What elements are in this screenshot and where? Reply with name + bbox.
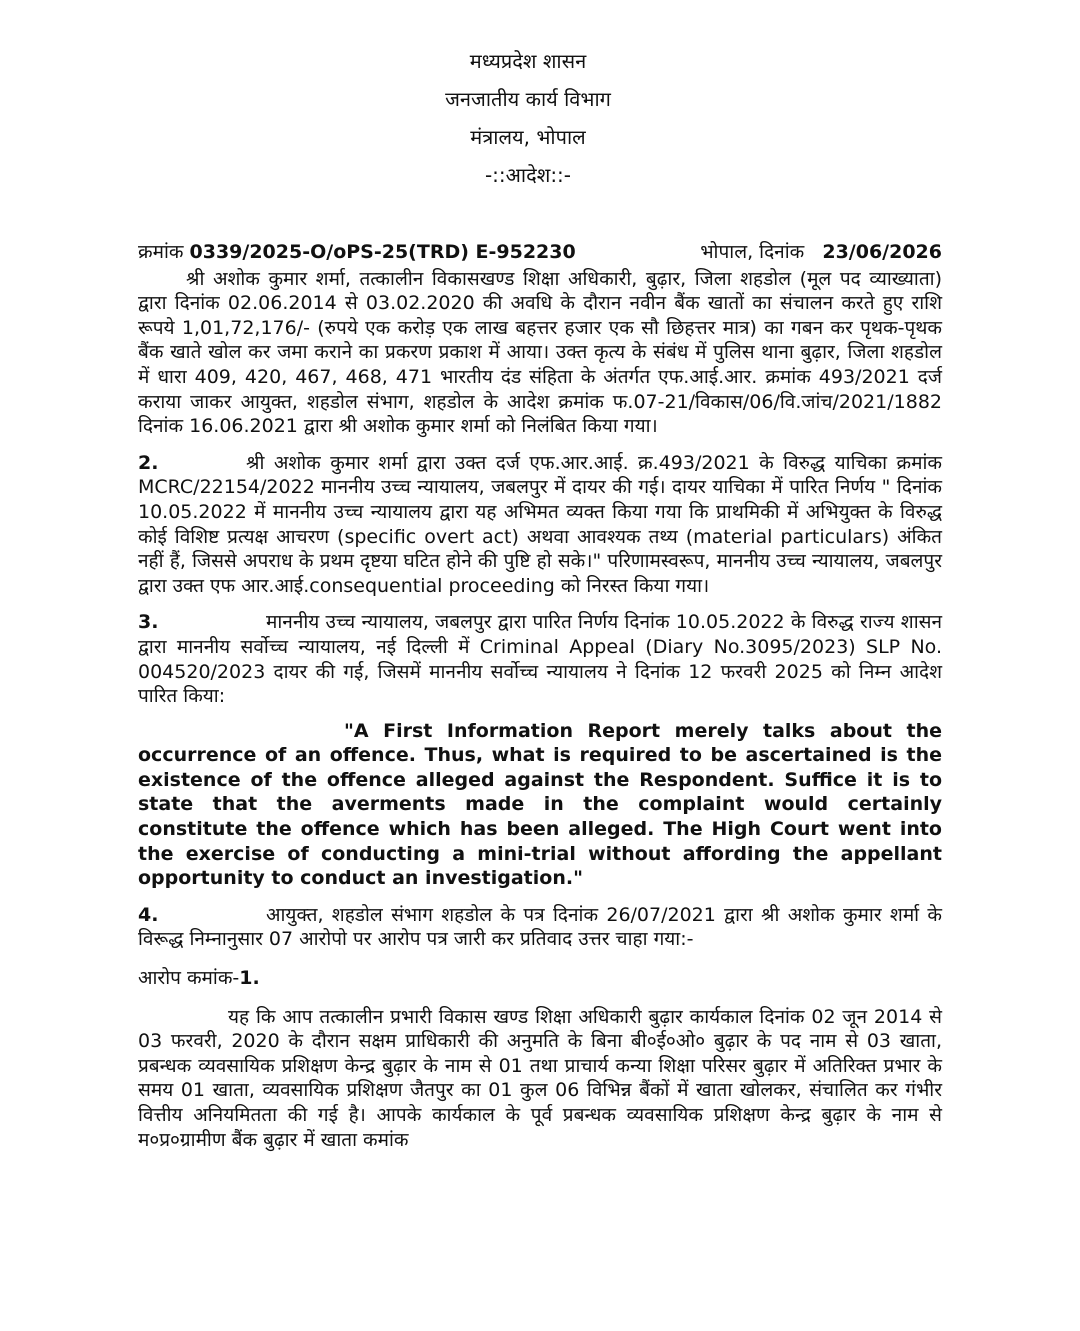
paragraph-3-number: 3. bbox=[138, 611, 159, 634]
paragraph-1: श्री अशोक कुमार शर्मा, तत्कालीन विकासखण्ड शिक्षा अधिकारी, बुढ़ार, जिला शहडोल (मूल पद व्याख्याता) द्वारा दिनांक 02.06.2014 से 03.02.2020 की अवधि के दौरान नवीन बैंक खातों का संचालन करते हुए राशि रूपये 1,01,72,176/- (रुपये एक करोड़ एक लाख बहत्तर हजार एक सौ छिहत्तर मात्र) का गबन कर पृथक-पृथक बैंक खाते खोल कर जमा कराने का प्रकरण प्रकाश में आया। उक्त कृत्य के संबंध में पुलिस थाना बुढ़ार, जिला शहडोल में धारा 409, 420, 467, 468, 471 भारतीय दंड संहिता के अंतर्गत एफ.आई.आर. क्रमांक 493/2021 दर्ज कराया जाकर आयुक्त, शहडोल संभाग, शहडोल के आदेश क्रमांक फ.07-21/विकास/06/वि.जांच/2021/1882 दिनांक 16.06.2021 द्वारा श्री अशोक कुमार शर्मा को निलंबित किया गया। bbox=[138, 267, 942, 438]
supreme-court-quote bbox=[138, 719, 942, 891]
reference-number: 0339/2025-O/oPS-25(TRD) E-952230 bbox=[189, 241, 576, 263]
paragraph-3 bbox=[138, 610, 942, 708]
header-ministry: मंत्रालय, भोपाल bbox=[470, 125, 586, 149]
reference-line bbox=[138, 240, 942, 265]
reference-label: क्रमांक bbox=[138, 241, 184, 263]
reference-place: भोपाल, दिनांक bbox=[700, 241, 805, 263]
charge-heading bbox=[138, 966, 942, 991]
header-order-title: -::आदेश::- bbox=[484, 163, 572, 187]
header-government: मध्यप्रदेश शासन bbox=[469, 49, 587, 73]
paragraph-2 bbox=[138, 451, 942, 599]
document-body bbox=[138, 240, 942, 1152]
paragraph-4-number: 4. bbox=[138, 903, 159, 926]
letterhead bbox=[0, 42, 1056, 194]
paragraph-5: यह कि आप तत्कालीन प्रभारी विकास खण्ड शिक्षा अधिकारी बुढ़ार कार्यकाल दिनांक 02 जून 2014 से 03 फरवरी, 2020 के दौरान सक्षम प्राधिकारी की अनुमति के बिना बी०ई०ओ० बुढ़ार के पद नाम से 03 खाता, प्रबन्धक व्यवसायिक प्रशिक्षण केन्द्र बुढ़ार के नाम से 01 तथा प्राचार्य कन्या शिक्षा परिसर बुढ़ार में अतिरिक्त प्रभार के समय 01 खाता, व्यवसायिक प्रशिक्षण जैतपुर का 01 कुल 06 विभिन्न बैंकों में खाता खोलकर, संचालित कर गंभीर वित्तीय अनियमितता की गई है। आपके कार्यकाल के पूर्व प्रबन्धक व्यवसायिक प्रशिक्षण केन्द्र बुढ़ार के नाम से म०प्र०ग्रामीण बैंक बुढ़ार में खाता कमांक bbox=[138, 1005, 942, 1151]
reference-date: 23/06/2026 bbox=[822, 241, 942, 263]
paragraph-3-text: माननीय उच्च न्यायालय, जबलपुर द्वारा पारित निर्णय दिनांक 10.05.2022 के विरुद्ध राज्य शासन द्वारा माननीय सर्वोच्च न्यायालय, नई दिल्ली में Criminal Appeal (Diary No.3095/2023) SLP No. 004520/2023 दायर की गई, जिसमें माननीय सर्वोच्च न्यायालय ने दिनांक 12 फरवरी 2025 को निम्न आदेश पारित किया: bbox=[138, 611, 942, 708]
charge-label: आरोप कमांक- bbox=[138, 967, 240, 990]
quote-text: "A First Information Report merely talks about the occurrence of an offence. Thus, what is required to be ascertained is the existence of the offence alleged against the Respondent. Suffice it is to state that the averments made in the complaint would certainly constitute the offence which has been alleged. The High Court went into the exercise of conducting a mini-trial without affording the appellant opportunity to conduct an investigation." bbox=[138, 719, 942, 890]
reference-date-group bbox=[700, 240, 942, 265]
header-department: जनजातीय कार्य विभाग bbox=[445, 87, 611, 111]
paragraph-2-text: श्री अशोक कुमार शर्मा द्वारा उक्त दर्ज एफ.आर.आई. क्र.493/2021 के विरुद्ध याचिका क्रमांक MCRC/22154/2022 माननीय उच्च न्यायालय, जबलपुर में दायर की गई। दायर याचिका में पारित निर्णय " दिनांक 10.05.2022 में माननीय उच्च न्यायालय द्वारा यह अभिमत व्यक्त किया गया कि प्राथमिकी में अभियुक्त के विरुद्ध कोई विशिष्ट प्रत्यक्ष आचरण (specific overt act) अथवा आवश्यक तथ्य (material particulars) अंकित नहीं हैं, जिससे अपराध के प्रथम दृष्टया घटित होने की पुष्टि हो सके।" परिणामस्वरूप, माननीय उच्च न्यायालय, जबलपुर द्वारा उक्त एफ आर.आई.consequential proceeding को निरस्त किया गया। bbox=[138, 451, 942, 597]
reference-number-group bbox=[138, 240, 576, 265]
paragraph-4 bbox=[138, 903, 942, 952]
paragraph-4-text: आयुक्त, शहडोल संभाग शहडोल के पत्र दिनांक 26/07/2021 द्वारा श्री अशोक कुमार शर्मा के विरूद्ध निम्नानुसार 07 आरोपो पर आरोप पत्र जारी कर प्रतिवाद उत्तर चाहा गया:- bbox=[138, 903, 942, 951]
charge-number: 1. bbox=[239, 967, 260, 990]
paragraph-2-number: 2. bbox=[138, 451, 159, 474]
